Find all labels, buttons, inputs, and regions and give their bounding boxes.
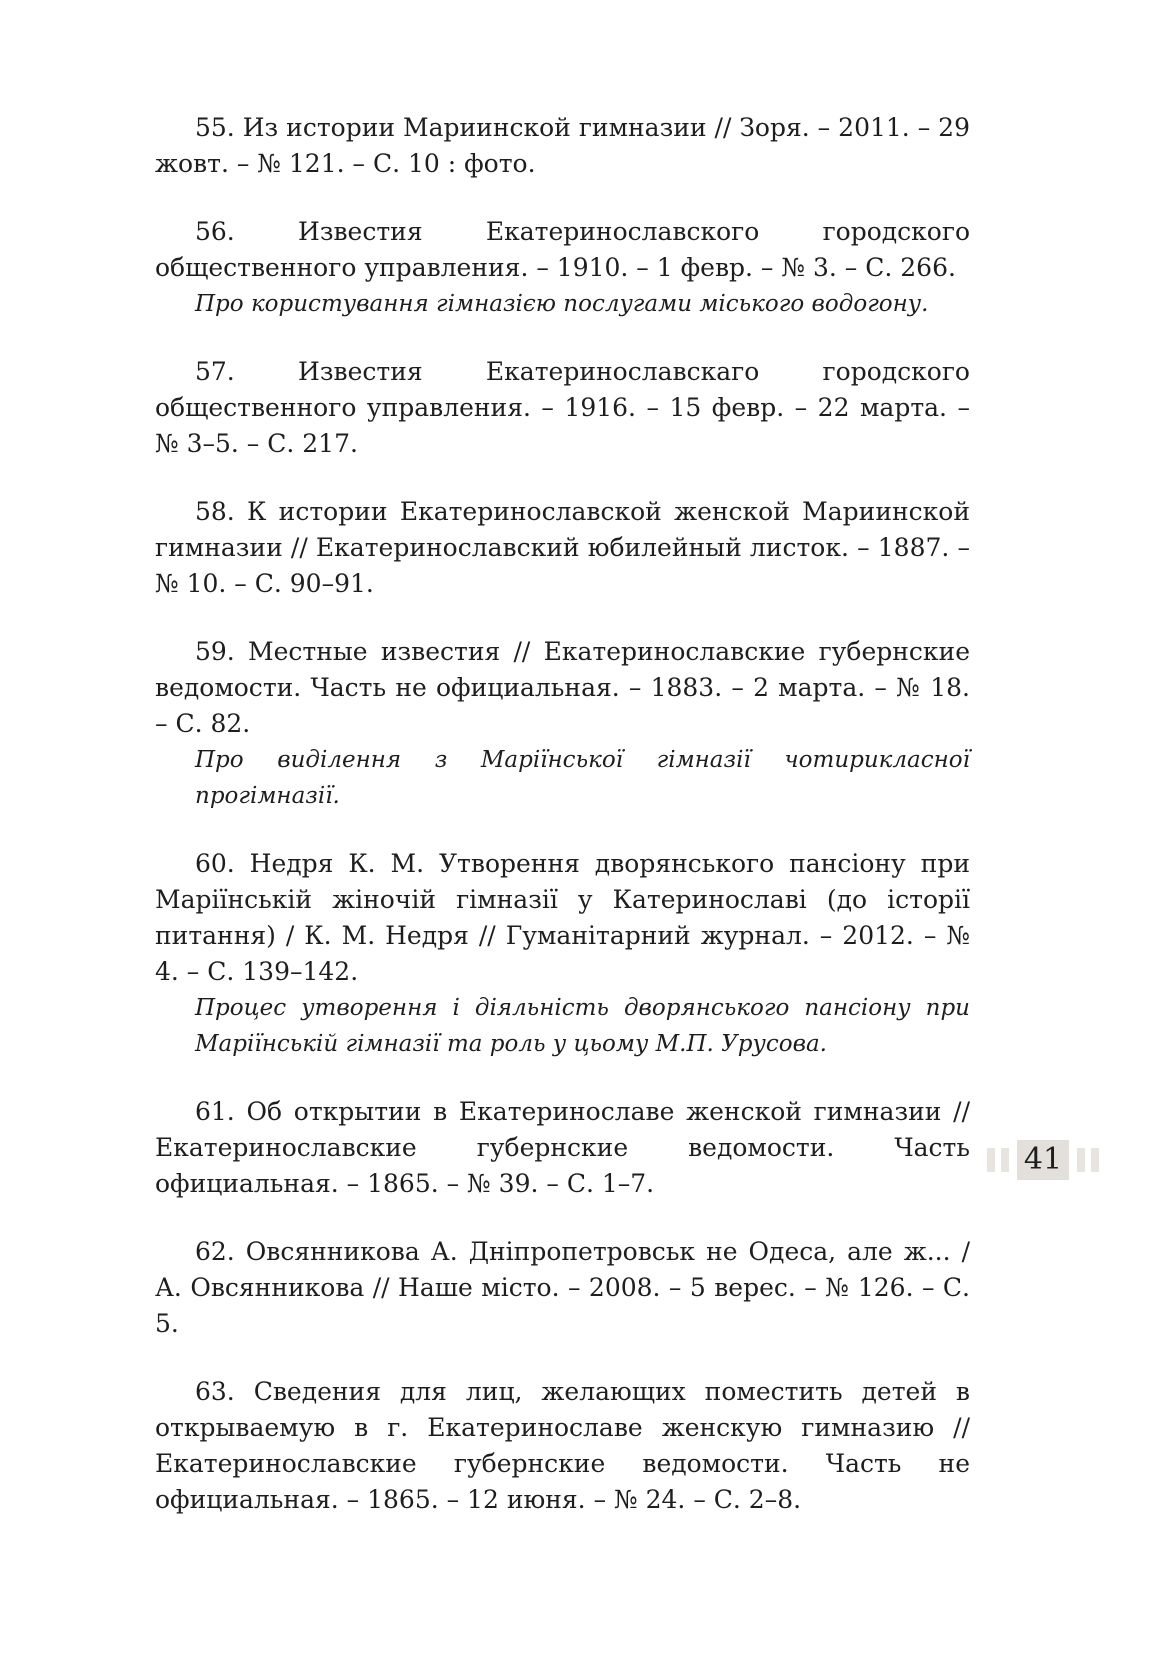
bibliography-entry-62 <box>155 1234 970 1342</box>
entry-annotation: Про виділення з Маріїнської гімназії чотирикласної прогімназії. <box>195 747 970 809</box>
bibliography-entry-57 <box>155 354 970 462</box>
bibliography-entry-56 <box>155 214 970 322</box>
ornament-left <box>987 1148 1009 1172</box>
entry-text: 62. Овсянникова А. Дніпропетровськ не Одеса, але ж... / А. Овсянникова // Наше місто. – 2008. – 5 верес. – № 126. – С. 5. <box>155 1237 970 1338</box>
bibliography-entry-63 <box>155 1374 970 1518</box>
entry-text: 63. Сведения для лиц, желающих поместить детей в открываемую в г. Екатеринославе женскую гимназию // Екатеринославские губернские ведомости. Часть не официальная. – 1865. – 12 июня. – № 24. – С. 2–8. <box>155 1377 970 1514</box>
entry-annotation: Про користування гімназією послугами міського водогону. <box>195 291 929 317</box>
page-number: 41 <box>1017 1140 1069 1180</box>
entry-text: 58. К истории Екатеринославской женской Мариинской гимназии // Екатеринославский юбилейный листок. – 1887. – № 10. – С. 90–91. <box>155 497 970 598</box>
page-number-block <box>987 1140 1099 1180</box>
bibliography-entry-59 <box>155 634 970 814</box>
entry-text: 57. Известия Екатеринославскаго городского общественного управления. – 1916. – 15 февр. – 22 марта. – № 3–5. – С. 217. <box>155 357 970 458</box>
entry-text: 56. Известия Екатеринославского городского общественного управления. – 1910. – 1 февр. – № 3. – С. 266. <box>155 217 970 282</box>
entry-text: 55. Из истории Мариинской гимназии // Зоря. – 2011. – 29 жовт. – № 121. – С. 10 : фото. <box>155 113 970 178</box>
bibliography-entry-55 <box>155 110 970 182</box>
entry-annotation: Процес утворення і діяльність дворянського пансіону при Маріїнській гімназії та роль у цьому М.П. Урусова. <box>195 995 970 1057</box>
entry-text: 60. Недря К. М. Утворення дворянського пансіону при Маріїнській жіночій гімназії у Катеринославі (до історії питання) / К. М. Недря // Гуманітарний журнал. – 2012. – № 4. – С. 139–142. <box>155 849 970 986</box>
ornament-right <box>1077 1148 1099 1172</box>
bibliography-entry-61 <box>155 1094 970 1202</box>
bibliography-page <box>155 110 970 1550</box>
entry-text: 59. Местные известия // Екатеринославские губернские ведомости. Часть не официальная. – 1883. – 2 марта. – № 18. – С. 82. <box>155 637 970 738</box>
bibliography-entry-60 <box>155 846 970 1062</box>
entry-text: 61. Об открытии в Екатеринославе женской гимназии // Екатеринославские губернские ведомости. Часть официальная. – 1865. – № 39. – С. 1–7. <box>155 1097 970 1198</box>
bibliography-entry-58 <box>155 494 970 602</box>
